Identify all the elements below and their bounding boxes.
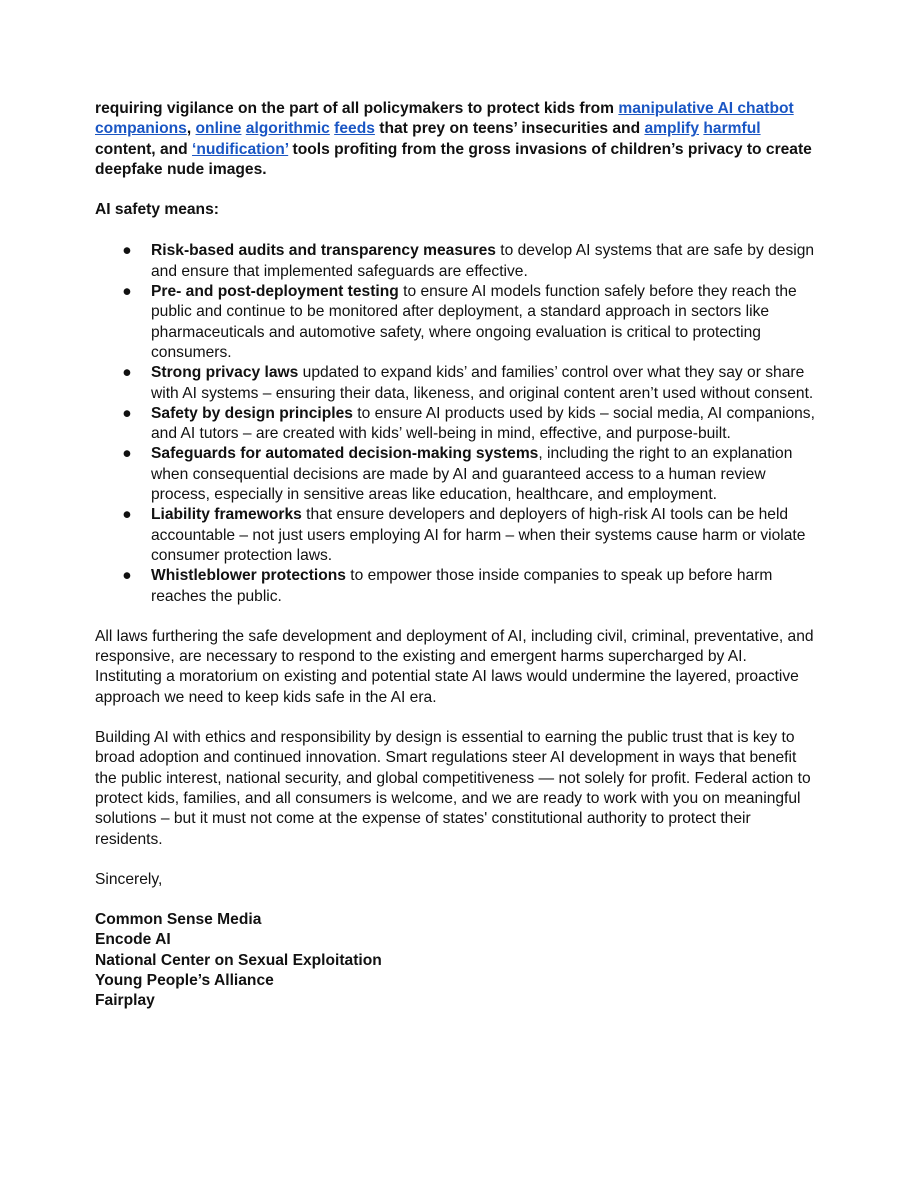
item-text: to develop AI systems that are safe by design and ensure that implemented safeguards are effective. <box>151 242 815 280</box>
body-paragraph-ethics: Building AI with ethics and responsibility by design is essential to earning the public trust that is key to broad adoption and continued innovation. Smart regulations steer AI development in ways that benefit the public interest, national security, and global competitiveness — not solely for profit. Federal action to protect kids, families, and all consumers is welcome, and we are ready to work with you on meaningful solutions – but it must not come at the expense of states' constitutional authority to protect their residents. <box>95 729 811 848</box>
item-text: to ensure AI models function safely before they reach the public and continue to be monitored after deployment, a standard approach in sectors like pharmaceuticals and automotive safety, where ongoing evaluation is critical to protecting consumers. <box>151 283 797 361</box>
item-text: that ensure developers and deployers of high-risk AI tools can be held accountable – not just users employing AI for harm – when their systems cause harm or violate consumer protection laws. <box>151 506 806 564</box>
signatories-list <box>95 910 815 1011</box>
intro-text: requiring vigilance on the part of all policymakers to protect kids from <box>95 100 619 117</box>
link-harmful[interactable]: harmful <box>703 120 761 138</box>
signatory-name: Common Sense Media <box>95 911 262 929</box>
bullet-icon: ● <box>122 404 132 422</box>
bullet-icon: ● <box>122 567 132 585</box>
list-item <box>95 404 815 445</box>
item-text: , including the right to an explanation when consequential decisions are made by AI and guaranteed access to a human review process, especially in sensitive areas like education, healthcare, and employment. <box>151 445 793 504</box>
intro-text: that prey on teens’ insecurities and <box>374 120 645 138</box>
signatory-name: Encode AI <box>95 931 171 949</box>
list-item <box>95 566 815 607</box>
signatory-name: Young People’s Alliance <box>95 971 274 989</box>
signatory-name: National Center on Sexual Exploitation <box>95 951 382 969</box>
intro-text: content, and <box>95 140 193 158</box>
link-online[interactable]: online <box>195 120 242 138</box>
item-title: Risk-based audits and transparency measures <box>151 242 496 260</box>
item-text: to empower those inside companies to speak up before harm reaches the public. <box>151 567 773 605</box>
list-item <box>95 505 815 566</box>
link-amplify[interactable]: amplify <box>644 120 700 138</box>
item-title: Whistleblower protections <box>151 567 346 585</box>
bullet-icon: ● <box>122 364 132 382</box>
intro-paragraph <box>95 99 815 180</box>
item-text: to ensure AI products used by kids – social media, AI companions, and AI tutors – are created with kids’ well-being in mind, effective, and purpose-built. <box>151 404 815 443</box>
safety-measures-list <box>95 241 815 606</box>
intro-text: , <box>186 120 196 138</box>
closing-salutation: Sincerely, <box>95 870 163 888</box>
bullet-icon: ● <box>122 506 132 524</box>
link-algorithmic[interactable]: algorithmic <box>245 120 330 138</box>
list-item <box>95 444 815 505</box>
signatory-name: Fairplay <box>95 992 155 1010</box>
item-title: Strong privacy laws <box>151 364 299 382</box>
link-nudification[interactable]: ‘nudification’ <box>192 140 289 158</box>
body-paragraph-moratorium: All laws furthering the safe development and deployment of AI, including civil, criminal, preventative, and responsive, are necessary to respond to the existing and emergent harms supercharged by AI. Instituting a moratorium on existing and potential state AI laws would undermine the layered, proactive approach we need to keep kids safe in the AI era. <box>95 627 814 706</box>
item-title: Liability frameworks <box>151 506 302 524</box>
intro-text: tools profiting from the gross invasions of children’s privacy to create deepfake nude images. <box>95 140 812 178</box>
section-heading: AI safety means: <box>95 201 219 219</box>
item-title: Safeguards for automated decision-making systems <box>151 445 539 463</box>
link-feeds[interactable]: feeds <box>334 120 375 138</box>
list-item <box>95 282 815 363</box>
list-item <box>95 241 815 282</box>
item-text: updated to expand kids’ and families’ control over what they say or share with AI systems – ensuring their data, likeness, and original content aren’t used without consent. <box>151 364 814 402</box>
bullet-icon: ● <box>122 242 132 260</box>
item-title: Pre- and post-deployment testing <box>151 283 399 301</box>
item-title: Safety by design principles <box>151 404 353 422</box>
bullet-icon: ● <box>122 283 132 301</box>
letter-page <box>95 99 815 1012</box>
list-item <box>95 363 815 404</box>
link-manipulative-ai-chatbot-companions[interactable]: manipulative AI chatbot companions <box>95 100 794 138</box>
bullet-icon: ● <box>122 445 132 463</box>
